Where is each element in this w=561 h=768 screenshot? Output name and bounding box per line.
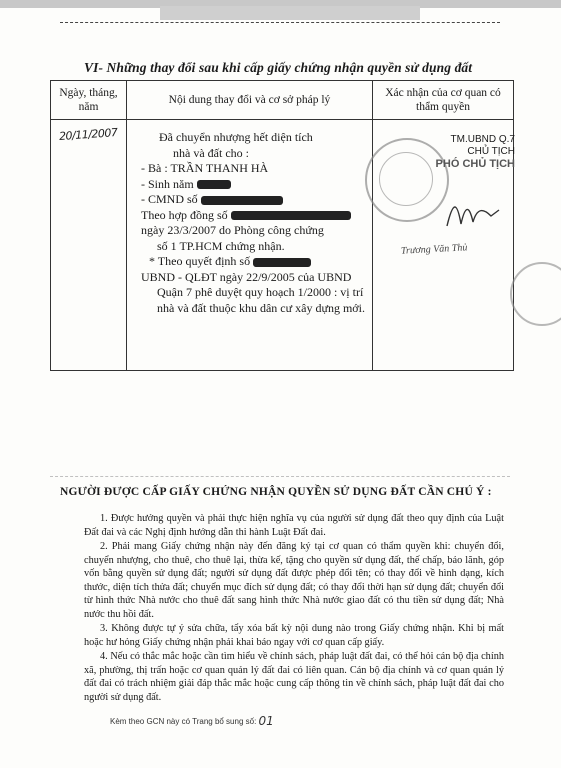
notice-title: NGƯỜI ĐƯỢC CẤP GIẤY CHỨNG NHẬN QUYỀN SỬ DỤNG ĐẤT CẦN CHÚ Ý : bbox=[60, 486, 492, 498]
content-line-with-redaction bbox=[121, 254, 386, 270]
date-cell bbox=[51, 120, 127, 371]
divider bbox=[60, 22, 500, 24]
signer-name: Trương Văn Thủ bbox=[400, 242, 468, 257]
changes-table bbox=[50, 80, 514, 371]
content-line: - Bà : TRẦN THANH HÀ bbox=[141, 161, 269, 175]
content-line: UBND - QLĐT ngày 22/9/2005 của UBND bbox=[141, 269, 352, 284]
content-line-with-redaction bbox=[121, 192, 386, 208]
content-line: Đã chuyển nhượng hết diện tích bbox=[159, 130, 313, 144]
content-line-with-redaction bbox=[121, 177, 386, 193]
redaction-mark bbox=[201, 196, 283, 205]
column-header-authority: Xác nhận của cơ quan có thẩm quyền bbox=[373, 81, 514, 120]
content-line: - CMND số bbox=[141, 192, 198, 206]
table-header-row bbox=[51, 81, 514, 120]
content-line: - Sinh năm bbox=[141, 176, 194, 191]
notice-item: 1. Được hưởng quyền và phải thực hiện nghĩa vụ của người sử dụng đất theo quy định của Luật Đất đai và các Nghị định hướng dẫn thi hành Luật Đất đai. bbox=[84, 513, 504, 538]
content-line: số 1 TP.HCM chứng nhận. bbox=[157, 238, 285, 253]
authority-line: PHÓ CHỦ TỊCH bbox=[435, 158, 515, 170]
signature-mark bbox=[443, 196, 503, 236]
column-header-content: Nội dung thay đổi và cơ sở pháp lý bbox=[127, 81, 373, 120]
redaction-mark bbox=[197, 180, 231, 189]
content-line: * Theo quyết định số bbox=[149, 254, 251, 268]
notice-item: 2. Phải mang Giấy chứng nhận này đến đăng ký tại cơ quan có thẩm quyền khi: chuyển đổi, chuyển nhượng, cho thuê, cho thuê lại, thừa kế, tặng cho quyền sử dụng đất, thế chấp, bảo lãnh, góp vốn bằng quyền sử dụng đất; người sử dụng đất được phép đổi tên; có thay đổi về hình dạng, kích thước, diện tích thửa đất; chuyển mục đích sử dụng đất; có thay đổi thời hạn sử dụng đất; chuyển đổi từ hình thức Nhà nước cho thuê đất sang hình thức Nhà nước giao đất có thu tiền sử dụng đất; Nhà nước thu hồi đất. bbox=[84, 541, 504, 620]
scan-edge-mark bbox=[160, 6, 420, 20]
redaction-mark bbox=[231, 211, 351, 220]
handwritten-date: 20/11/2007 bbox=[58, 125, 118, 144]
authority-title bbox=[423, 134, 515, 170]
content-line: Theo hợp đồng số bbox=[141, 207, 228, 222]
supplement-page-number: 01 bbox=[258, 714, 274, 728]
footer-text: Kèm theo GCN này có Trang bổ sung số: bbox=[110, 717, 257, 726]
authority-line: TM.UBND Q.7 bbox=[450, 134, 515, 145]
notice-body bbox=[84, 512, 504, 705]
footer-note bbox=[110, 714, 274, 728]
content-line: nhà và đất thuộc khu dân cư xây dựng mới. bbox=[157, 300, 365, 315]
section-title: VI- Những thay đổi sau khi cấp giấy chứng nhận quyền sử dụng đất bbox=[84, 60, 473, 75]
redaction-mark bbox=[253, 258, 311, 267]
column-header-date: Ngày, tháng, năm bbox=[51, 81, 127, 120]
divider bbox=[50, 476, 510, 478]
notice-item: 3. Không được tự ý sửa chữa, tẩy xóa bất kỳ nội dung nào trong Giấy chứng nhận. Khi bị mất hoặc hư hỏng Giấy chứng nhận phải khai báo ngay với cơ quan cấp giấy. bbox=[84, 623, 504, 648]
content-line: nhà và đất cho : bbox=[173, 145, 249, 160]
table-row bbox=[51, 120, 514, 371]
content-line: ngày 23/3/2007 do Phòng công chứng bbox=[141, 223, 324, 237]
authority-line: CHỦ TỊCH bbox=[467, 146, 515, 157]
authority-cell bbox=[373, 120, 514, 371]
content-line-with-redaction bbox=[121, 208, 386, 224]
change-content bbox=[121, 130, 386, 316]
content-line: Quận 7 phê duyệt quy hoạch 1/2000 : vị trí bbox=[157, 285, 364, 299]
official-confirmation bbox=[373, 120, 523, 370]
content-cell bbox=[127, 120, 373, 371]
notice-item: 4. Nếu có thắc mắc hoặc cần tìm hiểu về chính sách, pháp luật đất đai, có thể hỏi cán bộ địa chính xã, phường, thị trấn hoặc cơ quan quản lý đất đai có liên quan. Cán bộ địa chính và cơ quan quản lý đất đai có trách nhiệm giải đáp thắc mắc hoặc cung cấp thông tin về chính sách, pháp luật đất đai cho người sử dụng đất. bbox=[84, 651, 504, 703]
